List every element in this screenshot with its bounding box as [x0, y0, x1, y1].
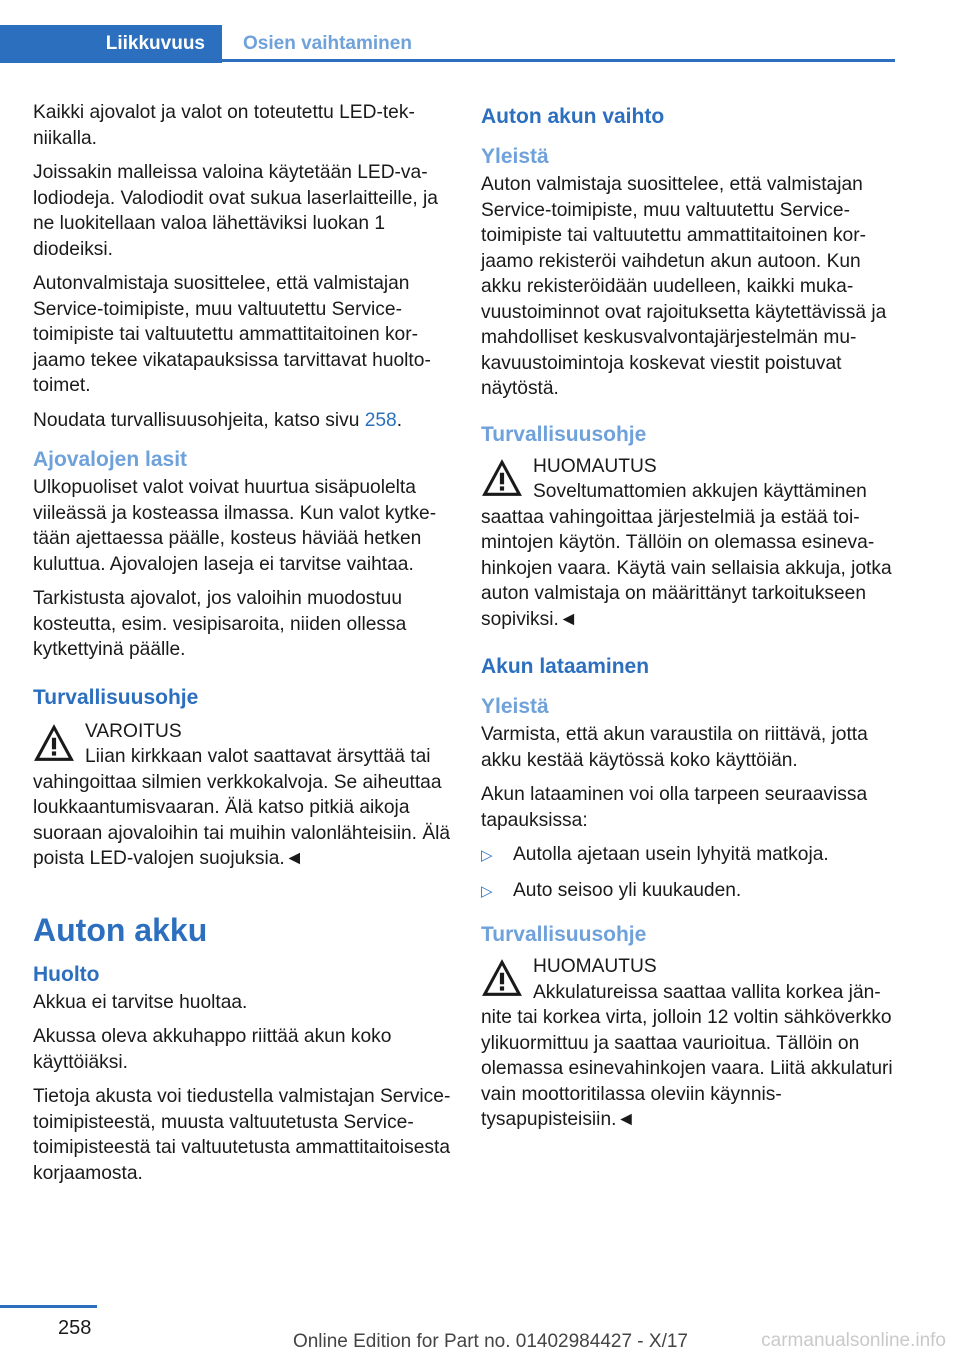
list-item-text: Autolla ajetaan usein lyhyitä matkoja. [513, 844, 829, 865]
paragraph: Akkua ei tarvitse huoltaa. [33, 991, 248, 1013]
list-item-text: Auto seisoo yli kuukauden. [513, 879, 742, 901]
edition-footer: Online Edition for Part no. 01402984427 - X/17 [292, 1331, 688, 1352]
paragraph: Varmista, että akun varaustila on riittävä, jotta akku kestää käytössä koko käyttöiän. [481, 724, 868, 771]
heading-akun-lataaminen: Akun lataaminen [481, 655, 650, 678]
bullet-triangle-icon: ▷ [481, 882, 493, 900]
subheading-turvallisuusohje: Turvallisuusohje [481, 923, 647, 946]
subheading-turvallisuusohje: Turvallisuusohje [481, 422, 647, 446]
paragraph-text: . [396, 409, 403, 431]
subheading-yleista: Yleistä [481, 695, 549, 718]
notice-title: HUOMAUTUS [533, 956, 657, 977]
heading-auton-akku: Auton akku [33, 911, 208, 948]
header-bar [0, 25, 895, 63]
paragraph: Tietoja akusta voi tiedustella valmistajan Service-toimipisteestä, muusta valtuutetusta Service-toimipisteestä tai valtuutetusta ammattitaitoisesta korjaamosta. [33, 1086, 451, 1184]
notice-text: Soveltumattomien akkujen käyttäminen saattaa vahingoittaa järjestelmiä ja estää toimintojen käytön. Tällöin on olemassa esinevahinkojen vaara. Käytä vain sellaisia akkuja, jotka auton valmistaja on määrittänyt tarkoitukseen sopiviksi.◄ [481, 481, 892, 630]
heading-huolto: Huolto [33, 962, 100, 986]
bullet-triangle-icon: ▷ [481, 847, 493, 864]
tab-liikkuvuus[interactable]: Liikkuvuus [0, 25, 222, 63]
notice-box [481, 954, 899, 1133]
paragraph: Akun lataaminen voi olla tarpeen seuraavissa tapauksissa: [481, 784, 868, 831]
paragraph: Kaikki ajovalot ja valot on toteutettu LED-tekniikalla. [33, 102, 415, 149]
left-column [33, 100, 451, 1195]
page-number-rule [0, 1305, 97, 1308]
warning-triangle-icon [481, 957, 523, 999]
notice-title: HUOMAUTUS [533, 455, 657, 477]
warning-triangle-icon [33, 722, 75, 764]
paragraph: Tarkistusta ajovalot, jos valoihin muodostuu kosteutta, esim. vesipisaroita, niiden ollessa kytkettyinä päälle. [33, 588, 407, 660]
page-number: 258 [58, 1317, 92, 1339]
header-divider [222, 59, 895, 62]
warning-triangle-icon [481, 457, 523, 499]
right-column [481, 100, 899, 1142]
watermark: carmanualsonline.info [761, 1330, 946, 1351]
heading-turvallisuusohje: Turvallisuusohje [33, 685, 199, 709]
paragraph-text: Noudata turvallisuusohjeita, katso sivu [33, 409, 365, 431]
paragraph: Akussa oleva akkuhappo riittää akun koko käyttöiäksi. [33, 1026, 392, 1073]
list-item [481, 878, 899, 905]
warning-text: Liian kirkkaan valot saattavat ärsyttää tai vahingoittaa silmien verkkokalvoja. Se aiheuttaa loukkaantumisvaaran. Älä katso pitkiä aikoja suoraan ajovaloihin tai muihin valonlähteisiin. Älä poista LED-valojen suojuksia.◄ [33, 746, 451, 869]
paragraph [33, 408, 451, 434]
paragraph: Ulkopuoliset valot voivat huurtua sisäpuolelta viileässä ja kosteassa ilmassa. Kun valot kytketään ajettaessa päälle, kosteus häviää hetken kuluttua. Ajovalojen laseja ei tarvitse vaihtaa. [33, 477, 437, 575]
notice-text: Akkulatureissa saattaa vallita korkea jännite tai korkea virta, jolloin 12 voltin sähköverkko ylikuormittuu ja saattaa vaurioitua. Tällöin on olemassa esinevahinkojen vaara. Liitä akkulaturi vain moottoritilassa oleviin käynnistysapupisteisiin.◄ [481, 981, 893, 1130]
page-link[interactable]: 258 [364, 409, 397, 431]
heading-auton-akun-vaihto: Auton akun vaihto [481, 105, 665, 128]
paragraph: Autonvalmistaja suosittelee, että valmistajan Service-toimipiste, muu valtuutettu Service-toimipiste tai valtuutettu ammattitaitoinen korjaamo tekee vikatapauksissa tarvittavat huoltotoimet. [33, 273, 431, 396]
notice-box [481, 454, 899, 633]
paragraph: Joissakin malleissa valoina käytetään LED-valodiodeja. Valodiodit ovat sukua laserlaitteille, ja ne luokitellaan valoa lähettäviksi luokan 1 diodeiksi. [33, 162, 438, 260]
subheading-ajovalojen-lasit: Ajovalojen lasit [33, 448, 188, 471]
subheading-yleista: Yleistä [481, 145, 549, 168]
warning-title: VAROITUS [85, 720, 182, 742]
warning-box [33, 719, 451, 872]
paragraph: Auton valmistaja suosittelee, että valmistajan Service-toimipiste, muu valtuutettu Service-toimipiste tai valtuutettu ammattitaitoinen korjaamo rekisteröi vaihdetun akun autoon. Kun akku rekisteröidään uudelleen, kaikki mukavuustoiminnot ovat rajoituksetta käytettävissä ja mahdolliset keskusvalvontajärjestelmän mukavuustoimintoja koskevat viestit poistuvat näytöstä. [481, 174, 887, 399]
tab-osien-vaihtaminen[interactable]: Osien vaihtaminen [243, 33, 412, 54]
list-item [481, 842, 899, 869]
